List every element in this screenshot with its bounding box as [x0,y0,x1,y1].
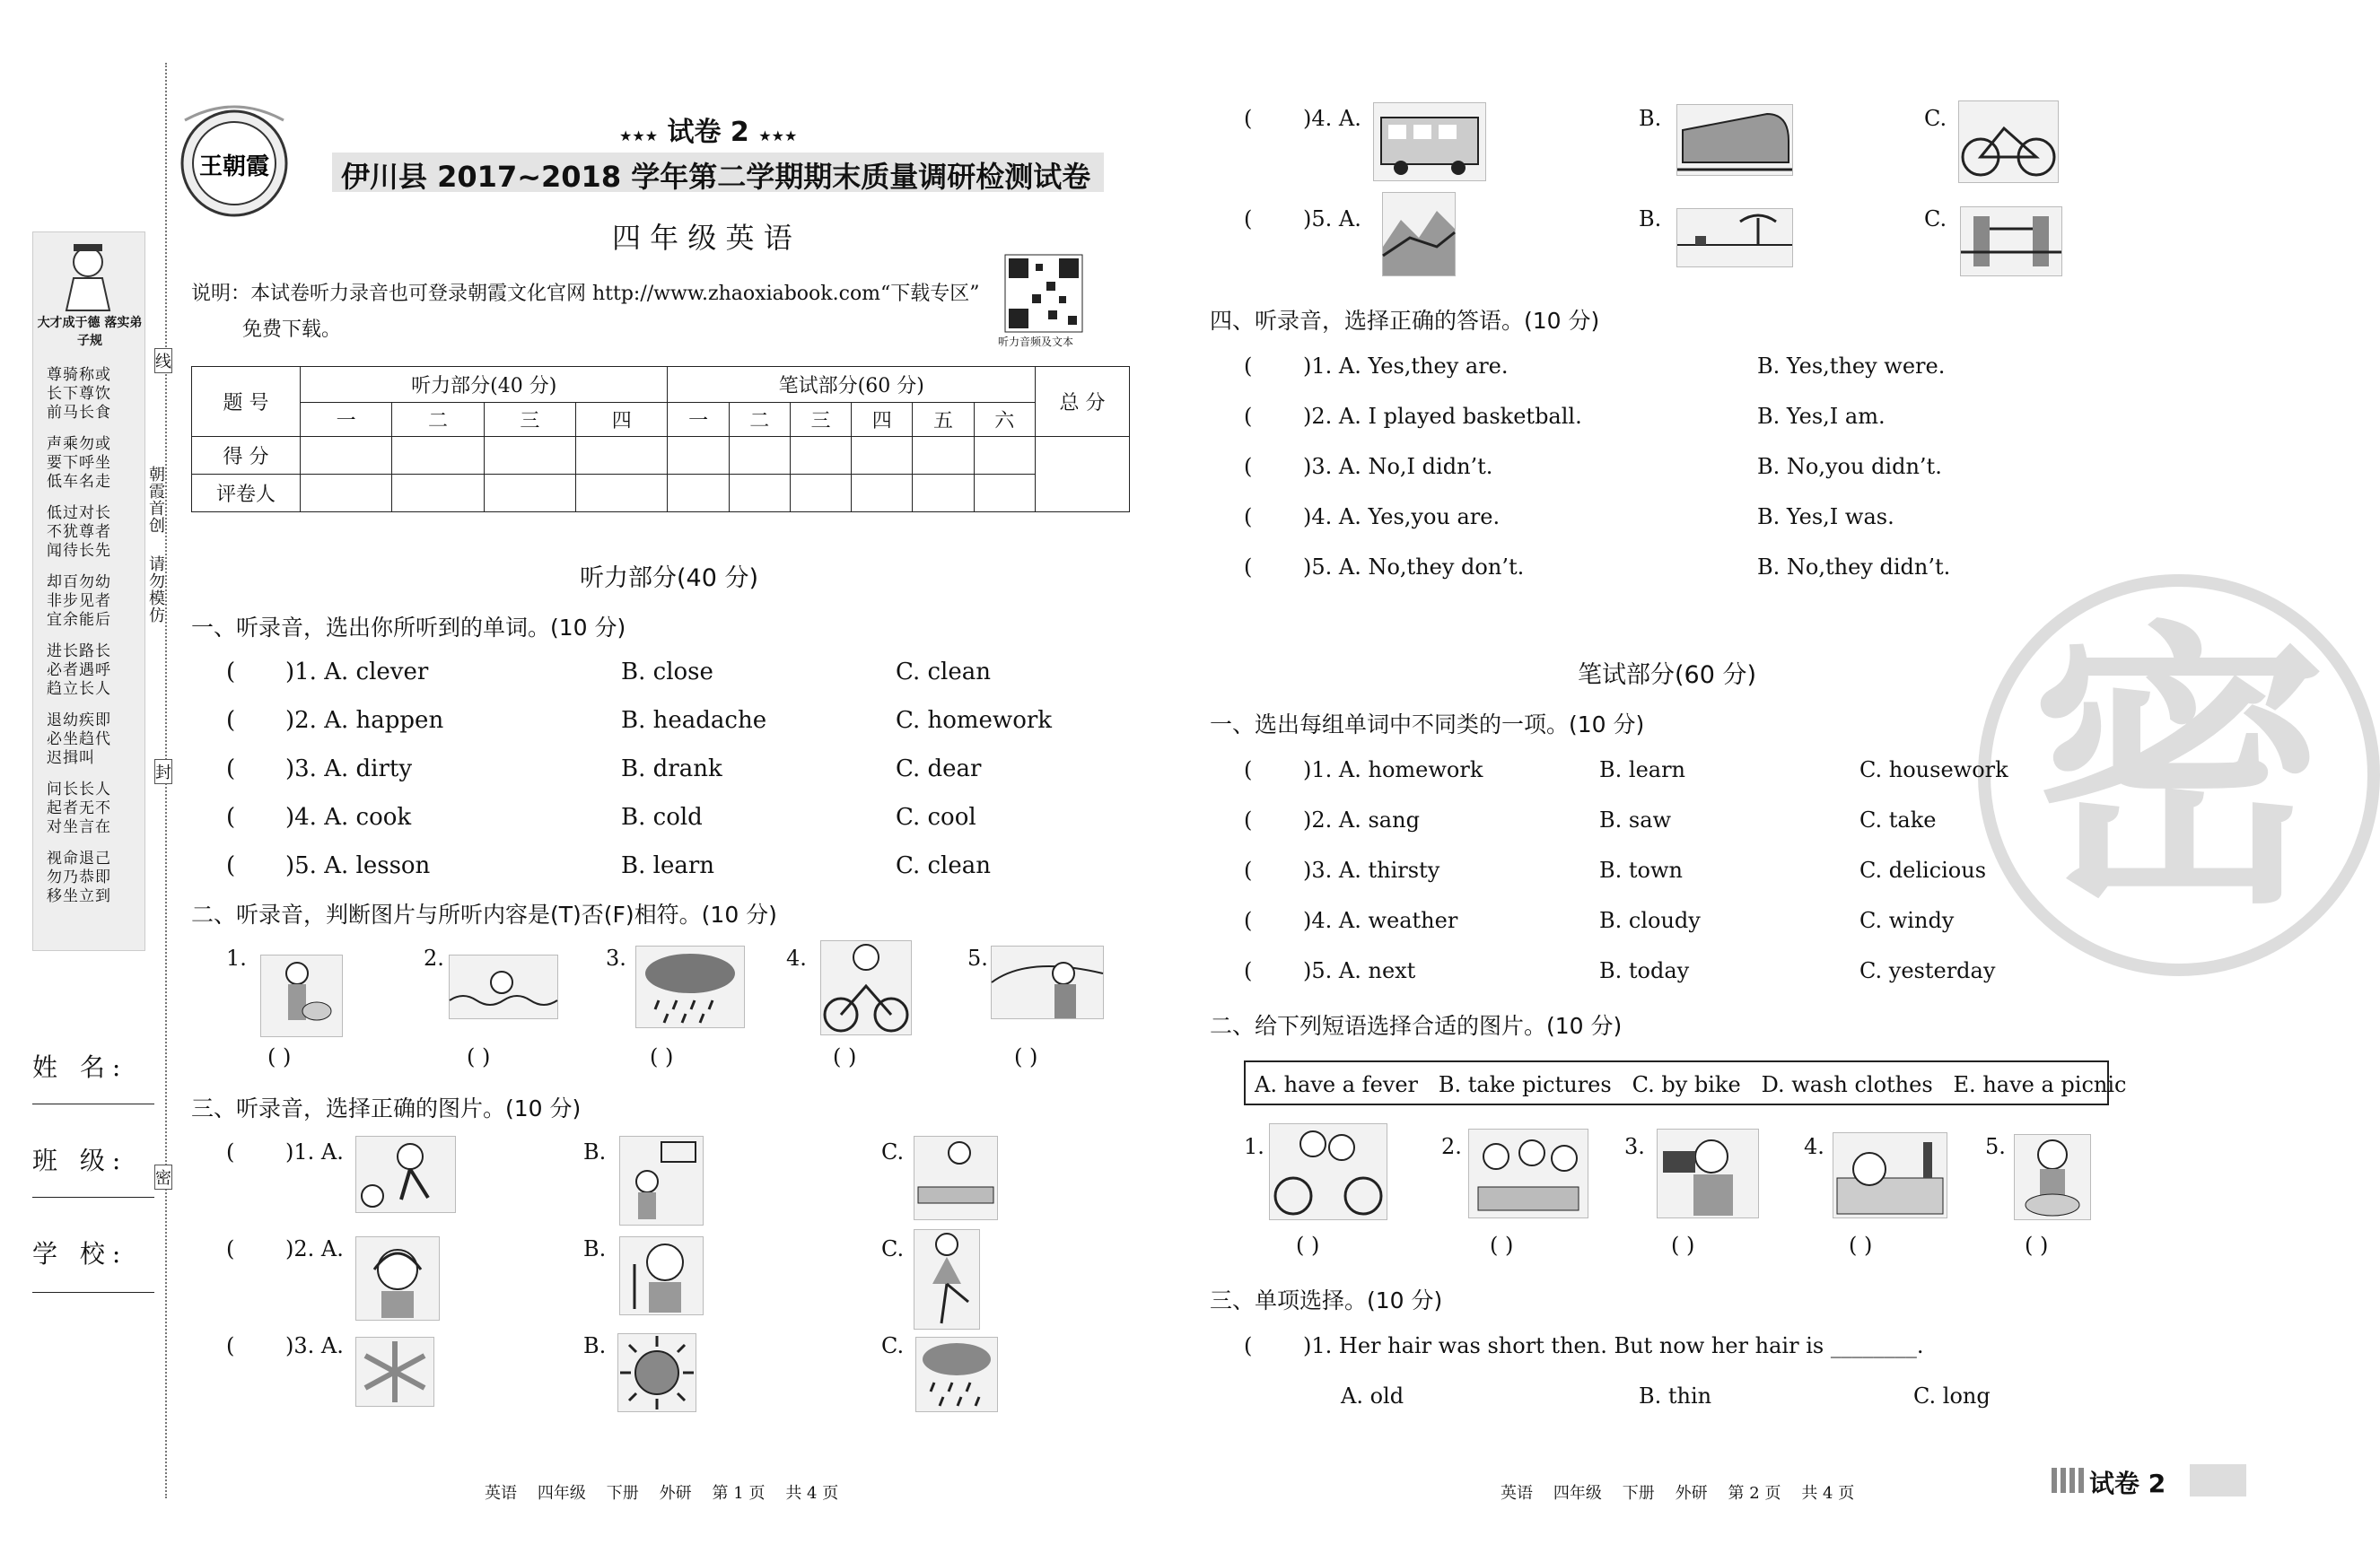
s3-item-label: )4. A. [1303,106,1361,131]
score-cell[interactable] [392,437,484,475]
listening-header: 听力部分(40 分) [301,367,668,403]
option-a: )1. A. Yes,they are. [1303,353,1509,379]
rain-cloud-picture [635,946,745,1028]
answer-paren: ( [1244,807,1253,833]
option-b: B. drank [621,755,722,782]
answer-paren: ( [226,755,236,782]
stars-left: ★★★ [619,127,659,144]
poem-line: 必坐趋代 [47,730,111,748]
answer-paren: ( [1244,958,1253,983]
note-line-2: 免费下载。 [242,319,342,341]
col-question-no: 题 号 [192,367,301,437]
option-c: C. take [1859,807,1937,833]
answer-paren[interactable]: ( [226,1139,235,1165]
class-field[interactable] [32,1197,154,1198]
s2-num: 1. [1244,1134,1264,1159]
writing-header: 笔试部分(60 分) [668,367,1036,403]
option-b: B. learn [621,852,715,879]
poem-line: 问长长人 [47,781,111,798]
bike-girl-picture [820,940,912,1035]
poem-line: 必者遇呼 [47,661,111,679]
s3-item-label: )3. A. [285,1333,344,1358]
poem-line: 视命退己 [47,850,111,868]
scholar-illustration [56,240,120,312]
option-b: B. saw [1599,807,1672,833]
listen-col: 三 [484,403,575,437]
poem-line: 长下尊饮 [47,385,111,403]
name-label: 姓 名: [32,1052,128,1082]
ping-pong-picture [914,1136,998,1220]
answer-paren[interactable]: ( ) [1490,1233,1514,1258]
s2-num: 3. [1624,1134,1645,1159]
score-table [191,366,1130,512]
listen-col: 四 [576,403,668,437]
score-cell[interactable] [913,437,974,475]
option-c: C. yesterday [1859,958,1996,983]
dancer-picture [914,1229,980,1330]
brand-logo-text: 王朝霞 [198,153,270,180]
poem-line: 不犹尊者 [47,523,111,541]
option-a: )3. A. thirsty [1303,858,1440,883]
footer-right: 英语 四年级 下册 外研 第 2 页 共 4 页 [1501,1484,1855,1503]
bus-picture [1373,102,1486,181]
option-c: C. clean [896,852,992,879]
question-1-text: )1. Her hair was short then. But now her hair is ________. [1303,1333,1924,1358]
option-a: )2. A. happen [285,707,444,734]
option-a: )5. A. No,they don’t. [1303,554,1525,580]
answer-paren[interactable]: ( ) [467,1044,491,1069]
answer-paren: ( [1244,454,1253,479]
option-b-label: B. [1639,206,1662,231]
windy-person-picture [991,946,1104,1019]
listen-s1-title: 一、听录音，选出你所听到的单词。(10 分) [191,615,626,641]
option-c: C. dear [896,755,982,782]
answer-paren: ( [1244,504,1253,529]
list-item[interactable] [1244,807,2231,858]
option-c[interactable]: C. long [1913,1383,1991,1409]
answer-paren[interactable]: ( [1244,1333,1253,1358]
answer-paren[interactable]: ( [1244,106,1253,131]
s3-item-label: )5. A. [1303,206,1361,231]
poem-line: 非步见者 [47,592,111,610]
listen-s3-title: 三、听录音，选择正确的图片。(10 分) [191,1095,582,1121]
list-item[interactable] [226,707,1159,755]
listen-s4-title: 四、听录音，选择正确的答语。(10 分) [1210,308,1600,334]
seal-char: 封 [154,759,172,784]
option-a: )1. A. homework [1303,757,1483,782]
row-grader-label: 评卷人 [192,475,301,512]
option-a[interactable]: A. old [1341,1383,1404,1409]
brand-logo [176,93,293,219]
train-picture [1676,104,1793,176]
poem-line: 低车名走 [47,473,111,491]
write-col: 六 [974,403,1035,437]
listen-s1-list [226,659,1159,901]
list-item[interactable] [1244,757,2231,807]
option-c: C. clean [896,659,992,685]
option-b[interactable]: B. thin [1639,1383,1712,1409]
answer-paren[interactable]: ( ) [650,1044,674,1069]
list-item[interactable] [1244,958,2231,1008]
option-b-label: B. [1639,106,1662,131]
option-a: )4. A. Yes,you are. [1303,504,1501,529]
seal-char: 线 [154,348,172,373]
answer-paren[interactable]: ( [1244,206,1253,231]
option-c-label: C. [1924,106,1947,131]
lake-tree-picture [1676,208,1793,267]
option-a: )1. A. clever [285,659,429,685]
option-b-label: B. [583,1139,607,1165]
option-b: B. headache [621,707,767,734]
option-a: )3. A. No,I didn’t. [1303,454,1493,479]
list-item[interactable] [226,755,1159,804]
s2-num: 1. [226,946,247,971]
poem-line: 尊骑称或 [47,366,111,384]
swimming-picture [449,955,558,1019]
option-b: B. Yes,I was. [1757,504,1894,529]
write-s1-list [1244,757,2231,1008]
row-score-label: 得 分 [192,437,301,475]
option-c: C. delicious [1859,858,1987,883]
answer-paren: ( [226,804,236,831]
picnic-picture [1468,1129,1588,1218]
grader-cell[interactable] [913,475,974,512]
grader-cell[interactable] [301,475,392,512]
listen-col: 二 [392,403,484,437]
score-cell[interactable] [729,437,790,475]
score-cell[interactable] [852,437,913,475]
poem-line: 闻待长先 [47,542,111,560]
answer-paren[interactable]: ( ) [2025,1233,2049,1258]
grader-cell[interactable] [392,475,484,512]
answer-paren[interactable]: ( ) [1014,1044,1038,1069]
grader-cell[interactable] [852,475,913,512]
exam-title: 伊川县 2017~2018 学年第二学期期末质量调研检测试卷 [341,160,1091,194]
listening-heading: 听力部分(40 分) [580,564,759,592]
poem-line: 却百勿幼 [47,573,111,591]
option-b: B. cloudy [1599,908,1701,933]
football-boy-picture [355,1136,456,1213]
answer-paren[interactable]: ( ) [1849,1233,1873,1258]
note-line-1: 说明：本试卷听力录音也可登录朝霞文化官网 http://www.zhaoxiabook.com“下载专区” [191,283,980,305]
girl-singing-picture [619,1236,704,1315]
s2-num: 4. [786,946,807,971]
option-b: B. close [621,659,713,685]
list-item[interactable] [226,659,1159,707]
write-s2-title: 二、给下列短语选择合适的图片。(10 分) [1210,1013,1623,1039]
camera-man-picture [1657,1129,1759,1218]
score-cell[interactable] [576,437,668,475]
subject-title: 四 年 级 英 语 [612,221,792,255]
answer-paren: ( [1244,858,1253,883]
grader-cell[interactable] [668,475,729,512]
option-a: )3. A. dirty [285,755,413,782]
option-b: B. cold [621,804,703,831]
s2-num: 5. [967,946,988,971]
s2-num: 3. [606,946,626,971]
s2-num: 4. [1804,1134,1824,1159]
grader-cell[interactable] [729,475,790,512]
writing-heading: 笔试部分(60 分) [1578,661,1757,689]
seal-note: 朝霞首创 [149,466,165,536]
list-item[interactable] [1244,504,2213,554]
great-wall-picture [1382,192,1456,276]
answer-paren: ( [1244,908,1253,933]
rain-icon [915,1337,998,1412]
option-b: B. learn [1599,757,1686,782]
grader-cell[interactable] [484,475,575,512]
option-c-label: C. [881,1236,905,1261]
poem-line: 低过对长 [47,504,111,522]
option-c: C. housework [1859,757,2008,782]
badge-bar [2190,1464,2246,1497]
write-s1-title: 一、选出每组单词中不同类的一项。(10 分) [1210,711,1645,737]
list-item[interactable] [1244,554,2213,605]
poem-line: 退幼疾即 [47,711,111,729]
poem-line: 趋立长人 [47,680,111,698]
score-cell[interactable] [301,437,392,475]
option-c-label: C. [881,1333,905,1358]
sidebar-motto: 大才成于德 落实弟子规 [37,316,143,348]
list-item[interactable] [1244,858,2231,908]
list-item[interactable] [226,852,1159,901]
total-cell[interactable] [1036,437,1130,512]
poem-line: 移坐立到 [47,887,111,905]
option-b-label: B. [583,1333,607,1358]
secret-watermark: 密 [1978,574,2380,976]
list-item[interactable] [1244,454,2213,504]
grader-cell[interactable] [576,475,668,512]
option-b: B. town [1599,858,1683,883]
stars-right: ★★★ [758,127,798,144]
write-col: 五 [913,403,974,437]
write-col: 三 [790,403,851,437]
bicycle-picture [1958,100,2059,183]
option-b-label: B. [583,1236,607,1261]
write-col: 一 [668,403,729,437]
option-c-label: C. [1924,206,1947,231]
badge-pattern [2052,1468,2084,1493]
option-b: B. Yes,they were. [1757,353,1946,379]
write-col: 二 [729,403,790,437]
listen-s2-title: 二、听录音，判断图片与所听内容是(T)否(F)相符。(10 分) [191,902,777,928]
sick-in-bed-picture [1833,1132,1947,1218]
poem-line: 进长路长 [47,642,111,660]
poem-line: 前马长食 [47,404,111,422]
answer-paren: ( [226,659,236,685]
answer-paren: ( [226,707,236,734]
list-item[interactable] [1244,404,2213,454]
paper-number [619,109,797,149]
write-col: 四 [852,403,913,437]
option-a: )4. A. weather [1303,908,1458,933]
answer-paren: ( [226,852,236,879]
poem-line: 起者无不 [47,799,111,817]
listen-s4-list [1244,353,2213,605]
option-b: B. No,you didn’t. [1757,454,1942,479]
option-c: C. homework [896,707,1053,734]
option-c: C. windy [1859,908,1955,933]
answer-paren: ( [1244,757,1253,782]
s2-num: 2. [424,946,444,971]
washing-clothes-picture [2014,1134,2091,1220]
poem-line: 迟揖叫 [47,749,95,767]
poem-line: 对坐言在 [47,818,111,836]
score-cell[interactable] [484,437,575,475]
grader-cell[interactable] [790,475,851,512]
s3-item-label: )2. A. [285,1236,344,1261]
tower-bridge-picture [1960,206,2062,276]
score-cell[interactable] [790,437,851,475]
option-c-label: C. [881,1139,905,1165]
answer-paren: ( [1244,404,1253,429]
snowflake-icon [355,1337,434,1407]
man-washing-picture [260,955,343,1037]
answer-paren[interactable]: ( ) [1296,1233,1320,1258]
answer-paren[interactable]: ( [226,1236,235,1261]
poem-line: 勿乃恭即 [47,868,111,886]
listen-col: 一 [301,403,392,437]
paper-badge: 试卷 2 [2089,1469,2166,1498]
list-item[interactable] [226,804,1159,852]
school-field[interactable] [32,1292,154,1293]
list-item[interactable] [1244,353,2213,404]
option-a: )2. A. sang [1303,807,1420,833]
grader-cell[interactable] [974,475,1035,512]
option-c: C. cool [896,804,976,831]
option-b: B. Yes,I am. [1757,404,1886,429]
write-s3-title: 三、单项选择。(10 分) [1210,1287,1443,1313]
seal-char: 密 [154,1165,172,1190]
s3-item-label: )1. A. [285,1139,344,1165]
option-a: )2. A. I played basketball. [1303,404,1582,429]
paper-no-text: 试卷 2 [667,117,749,148]
s2-num: 2. [1441,1134,1462,1159]
answer-paren[interactable]: ( ) [833,1044,857,1069]
option-b: B. today [1599,958,1690,983]
option-b: B. No,they didn’t. [1757,554,1951,580]
school-label: 学 校: [32,1239,128,1269]
answer-paren[interactable]: ( ) [1671,1233,1695,1258]
list-item[interactable] [1244,908,2231,958]
basketball-boy-picture [619,1136,704,1226]
option-a: )4. A. cook [285,804,412,831]
s2-num: 5. [1985,1134,2006,1159]
poem-line: 声乘勿或 [47,435,111,453]
class-label: 班 级: [32,1146,128,1175]
score-cell[interactable] [974,437,1035,475]
option-a: )5. A. lesson [285,852,431,879]
poem-block [47,366,136,906]
answer-paren[interactable]: ( [226,1333,235,1358]
total-header: 总 分 [1036,367,1130,437]
girl-headphones-picture [355,1236,440,1321]
kids-bike-picture [1269,1123,1387,1220]
phrase-options-box: A. have a fever B. take pictures C. by bike D. wash clothes E. have a picnic [1244,1060,2109,1105]
answer-paren: ( [1244,353,1253,379]
seal-note: 请勿模仿 [149,555,165,625]
option-a: )5. A. next [1303,958,1416,983]
answer-paren: ( [1244,554,1253,580]
qr-caption: 听力音频及文本 [998,336,1074,348]
poem-line: 宜余能后 [47,611,111,629]
answer-paren[interactable]: ( ) [267,1044,292,1069]
qr-code [1005,255,1082,332]
poem-line: 要下呼坐 [47,454,111,472]
sun-icon [617,1333,696,1412]
score-cell[interactable] [668,437,729,475]
footer-left: 英语 四年级 下册 外研 第 1 页 共 4 页 [485,1484,839,1503]
